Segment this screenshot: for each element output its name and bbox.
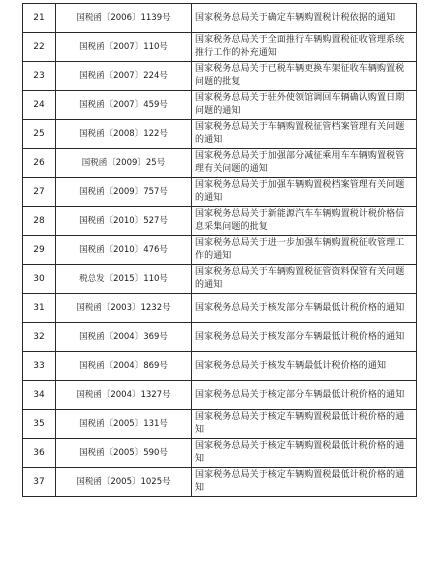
row-number: 22 xyxy=(23,33,56,62)
table-row xyxy=(23,120,417,149)
document-number: 国税函〔2010〕527号 xyxy=(56,207,192,236)
table-row xyxy=(23,410,417,439)
document-number: 国税函〔2005〕131号 xyxy=(56,410,192,439)
document-number: 国税函〔2010〕476号 xyxy=(56,236,192,265)
document-title: 国家税务总局关于进一步加强车辆购置税征收管理工作的通知 xyxy=(192,236,417,265)
document-number: 国税函〔2007〕224号 xyxy=(56,62,192,91)
document-number: 国税函〔2006〕1139号 xyxy=(56,4,192,33)
document-number: 国税函〔2005〕590号 xyxy=(56,439,192,468)
document-title: 国家税务总局关于确定车辆购置税计税依据的通知 xyxy=(192,4,417,33)
table-row xyxy=(23,149,417,178)
row-number: 35 xyxy=(23,410,56,439)
document-number: 国税函〔2005〕1025号 xyxy=(56,468,192,497)
row-number: 36 xyxy=(23,439,56,468)
document-title: 国家税务总局关于驻外使领馆调回车辆确认购置日期问题的通知 xyxy=(192,91,417,120)
document-title: 国家税务总局关于加强车辆购置税档案管理有关问题的通知 xyxy=(192,178,417,207)
table-row xyxy=(23,207,417,236)
row-number: 29 xyxy=(23,236,56,265)
document-title: 国家税务总局关于核发车辆最低计税价格的通知 xyxy=(192,352,417,381)
row-number: 21 xyxy=(23,4,56,33)
table-row xyxy=(23,439,417,468)
document-title: 国家税务总局关于全面推行车辆购置税征收管理系统推行工作的补充通知 xyxy=(192,33,417,62)
regulation-table-body xyxy=(23,4,417,497)
table-row xyxy=(23,62,417,91)
document-title: 国家税务总局关于已税车辆更换车架征收车辆购置税问题的批复 xyxy=(192,62,417,91)
row-number: 28 xyxy=(23,207,56,236)
row-number: 32 xyxy=(23,323,56,352)
document-title: 国家税务总局关于核发部分车辆最低计税价格的通知 xyxy=(192,294,417,323)
document-title: 国家税务总局关于核定车辆购置税最低计税价格的通知 xyxy=(192,439,417,468)
document-title: 国家税务总局关于车辆购置税征管资料保管有关问题的通知 xyxy=(192,265,417,294)
document-title: 国家税务总局关于核定部分车辆最低计税价格的通知 xyxy=(192,381,417,410)
table-row xyxy=(23,33,417,62)
row-number: 25 xyxy=(23,120,56,149)
document-number: 国税函〔2004〕1327号 xyxy=(56,381,192,410)
row-number: 33 xyxy=(23,352,56,381)
table-row xyxy=(23,91,417,120)
row-number: 23 xyxy=(23,62,56,91)
document-number: 国税函〔2004〕869号 xyxy=(56,352,192,381)
table-row xyxy=(23,468,417,497)
document-number: 国税函〔2009〕25号 xyxy=(56,149,192,178)
document-number: 国税函〔2008〕122号 xyxy=(56,120,192,149)
document-number: 国税函〔2009〕757号 xyxy=(56,178,192,207)
row-number: 24 xyxy=(23,91,56,120)
document-number: 国税函〔2007〕110号 xyxy=(56,33,192,62)
document-title: 国家税务总局关于新能源汽车车辆购置税计税价格信息采集问题的批复 xyxy=(192,207,417,236)
table-row xyxy=(23,178,417,207)
row-number: 34 xyxy=(23,381,56,410)
document-title: 国家税务总局关于加强部分减征乘用车车辆购置税管理有关问题的通知 xyxy=(192,149,417,178)
table-row xyxy=(23,294,417,323)
table-row xyxy=(23,381,417,410)
table-row xyxy=(23,265,417,294)
document-number: 国税函〔2003〕1232号 xyxy=(56,294,192,323)
row-number: 30 xyxy=(23,265,56,294)
document-number: 国税函〔2004〕369号 xyxy=(56,323,192,352)
document-number: 国税函〔2007〕459号 xyxy=(56,91,192,120)
table-row xyxy=(23,4,417,33)
table-row xyxy=(23,323,417,352)
document-title: 国家税务总局关于车辆购置税征管档案管理有关问题的通知 xyxy=(192,120,417,149)
document-number: 税总发〔2015〕110号 xyxy=(56,265,192,294)
table-row xyxy=(23,236,417,265)
document-title: 国家税务总局关于核发部分车辆最低计税价格的通知 xyxy=(192,323,417,352)
table-row xyxy=(23,352,417,381)
regulation-table xyxy=(22,3,417,497)
row-number: 37 xyxy=(23,468,56,497)
document-title: 国家税务总局关于核定车辆购置税最低计税价格的通知 xyxy=(192,410,417,439)
row-number: 27 xyxy=(23,178,56,207)
row-number: 31 xyxy=(23,294,56,323)
document-title: 国家税务总局关于核定车辆购置税最低计税价格的通知 xyxy=(192,468,417,497)
row-number: 26 xyxy=(23,149,56,178)
